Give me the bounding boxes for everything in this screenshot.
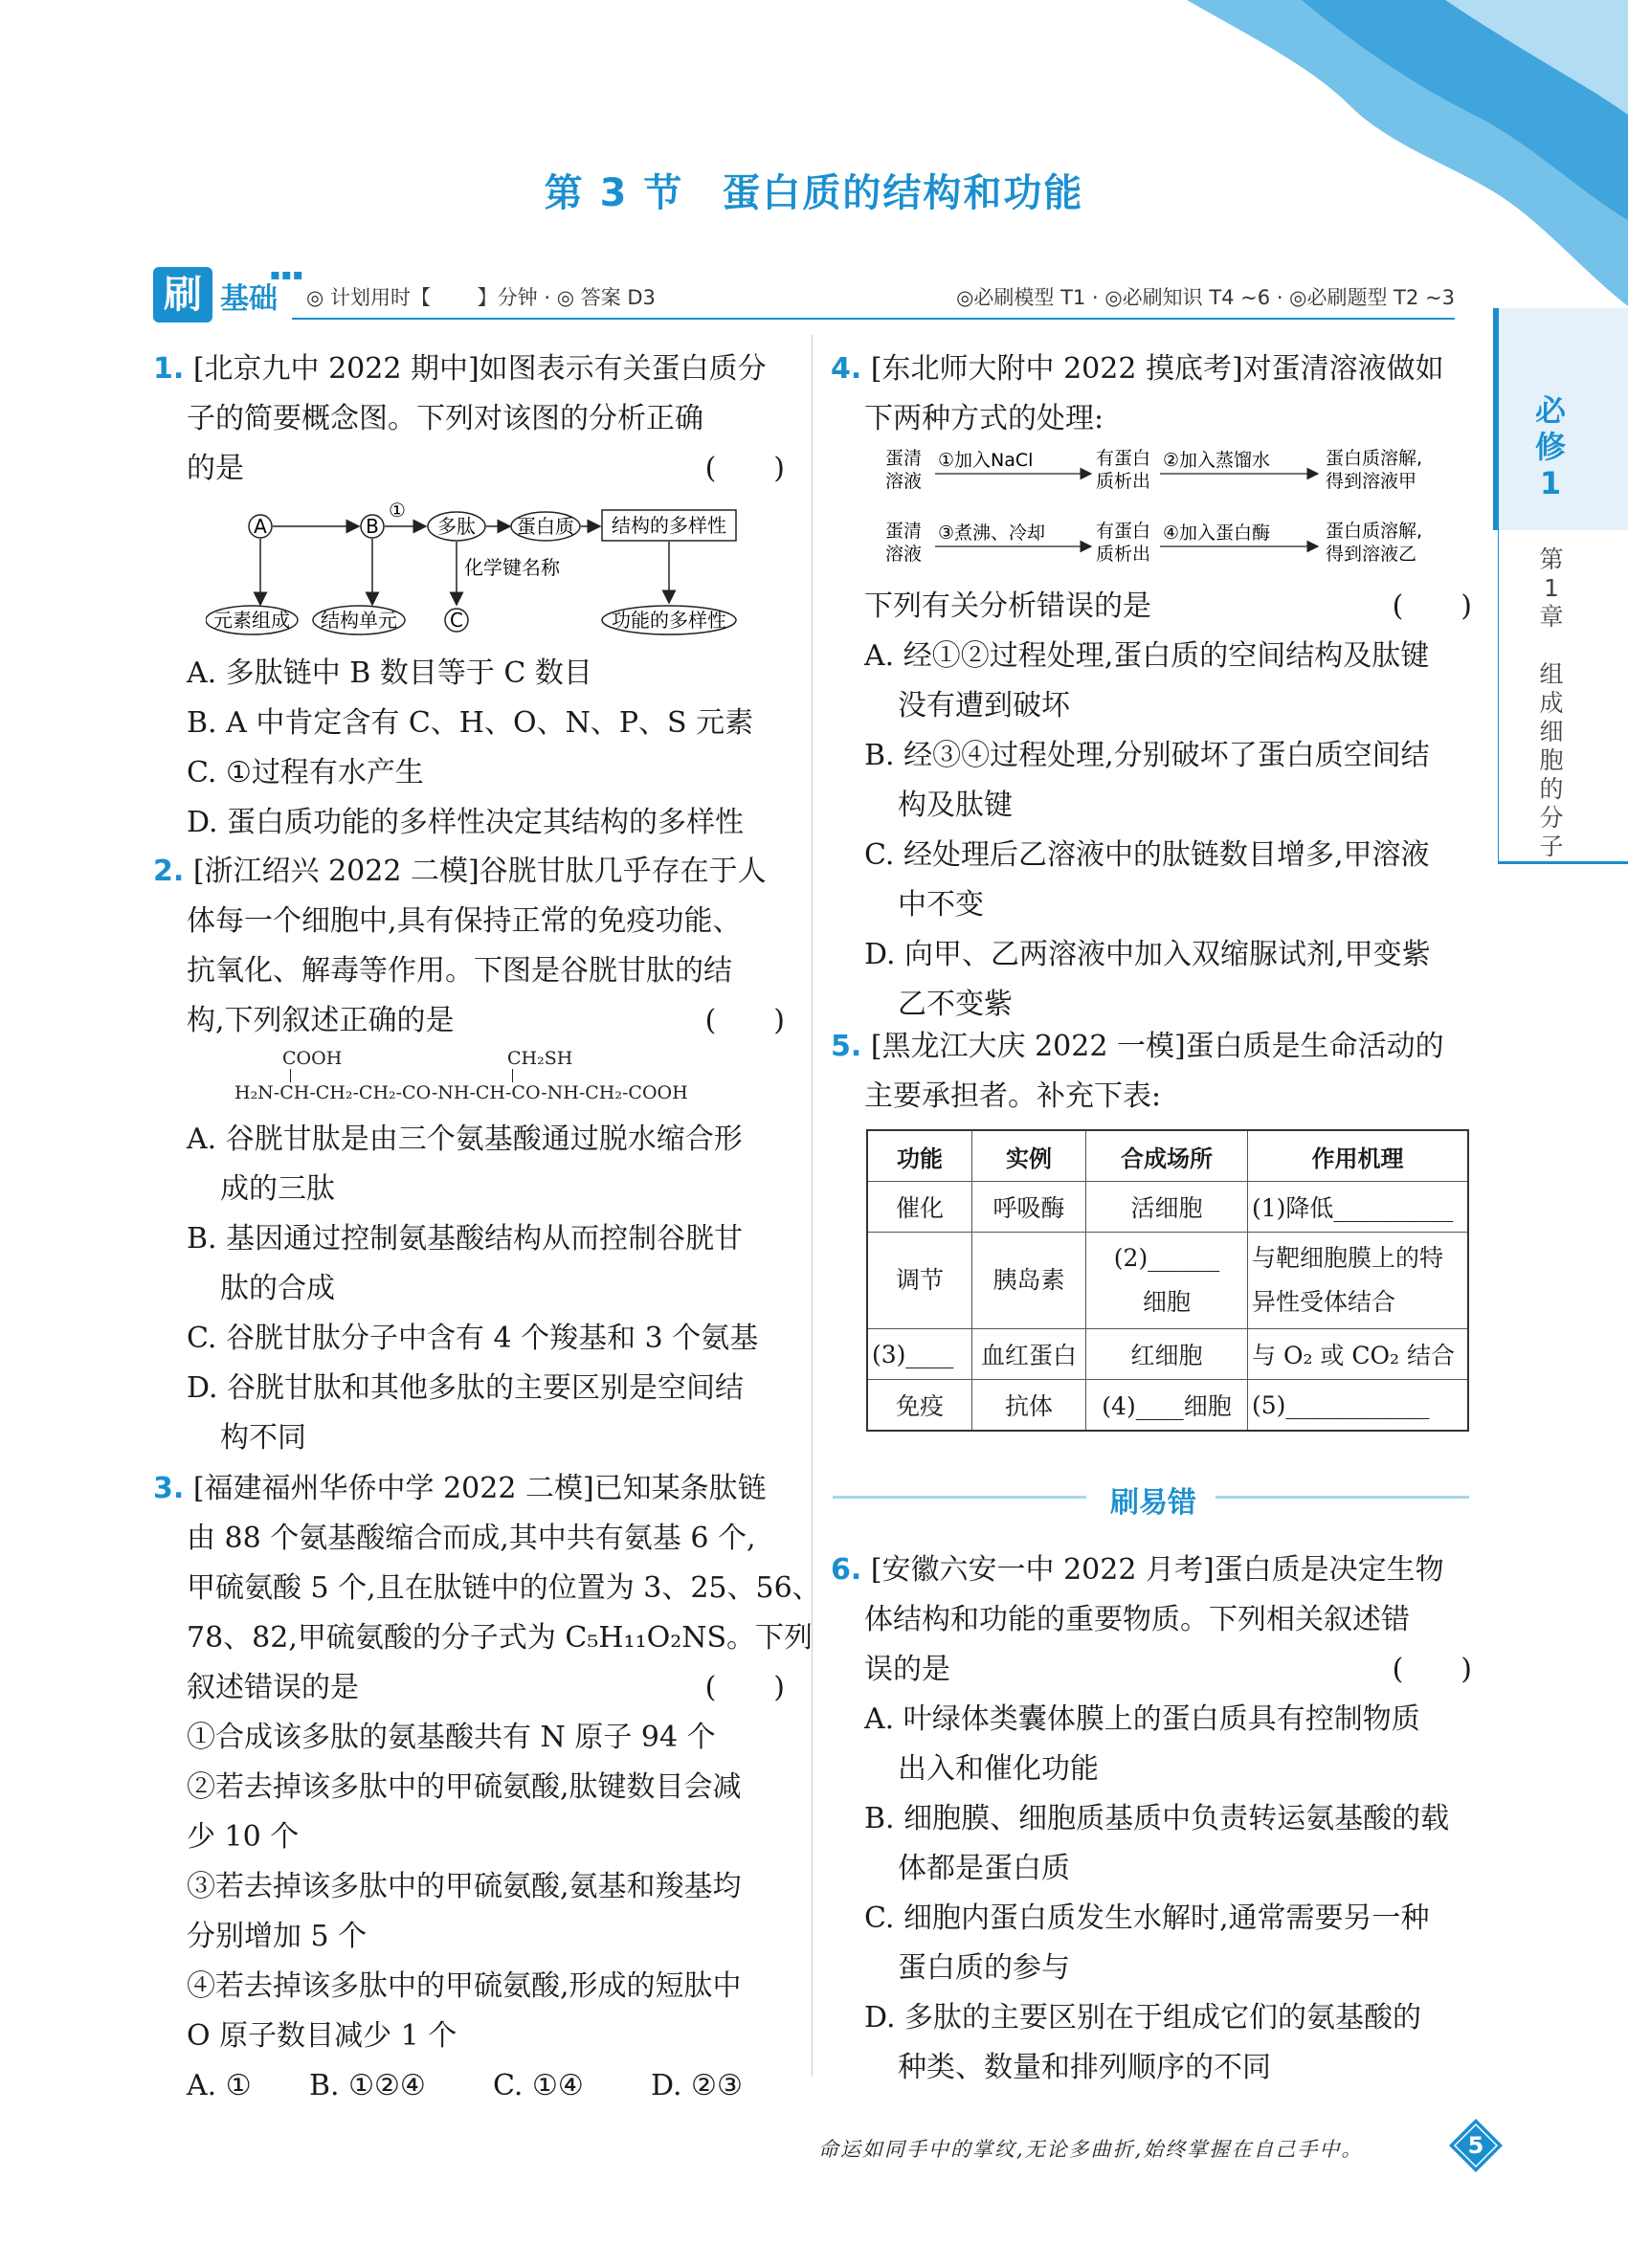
section-number: 第 3 节	[544, 171, 684, 215]
question-number: 4.	[831, 352, 862, 386]
svg-text:元素组成: 元素组成	[213, 609, 290, 632]
answer-parentheses: ( )	[1392, 589, 1472, 623]
table-row: (3)____ 血红蛋白 红细胞 与 O₂ 或 CO₂ 结合	[867, 1329, 1468, 1380]
svg-text:多肽: 多肽	[437, 515, 476, 538]
option-b[interactable]: B. A 中肯定含有 C、H、O、N、P、S 元素	[187, 706, 754, 740]
page-number: 5	[1467, 2132, 1484, 2159]
answer-parentheses: ( )	[704, 452, 785, 485]
svg-text:蛋白质溶解,: 蛋白质溶解,	[1326, 448, 1423, 469]
svg-text:蛋白质溶解,: 蛋白质溶解,	[1326, 521, 1423, 542]
error-prone-title: 刷易错	[1110, 1486, 1196, 1520]
question-number: 5.	[831, 1030, 862, 1063]
svg-text:④加入蛋白酶: ④加入蛋白酶	[1163, 523, 1271, 544]
question-2-options: A. 谷胱甘肽是由三个氨基酸通过脱水缩合形 成的三肽 B. 基因通过控制氨基酸结构从而控制谷胱甘 肽的合成 C. 谷胱甘肽分子中含有 4 个羧基和 3 个氨基 D. 谷胱甘肽和其他多肽的主要区别是空间结 构不同	[153, 1115, 785, 1463]
svg-text:蛋清: 蛋清	[885, 448, 923, 469]
svg-text:质析出: 质析出	[1096, 471, 1151, 492]
side-divider	[1498, 308, 1499, 863]
svg-text:结构单元: 结构单元	[321, 609, 397, 632]
side-chapter-label: 第 1 章 组 成 细 胞 的 分 子	[1539, 545, 1564, 860]
brush-logo: 刷	[153, 267, 212, 322]
blank-5[interactable]: (5)____________	[1248, 1380, 1469, 1432]
svg-text:溶液: 溶液	[885, 471, 923, 492]
svg-text:②加入蒸馏水: ②加入蒸馏水	[1163, 450, 1271, 471]
statement-4: ④若去掉该多肽中的甲硫氨酸,形成的短肽中	[187, 1969, 742, 2003]
statement-3: ③若去掉该多肽中的甲硫氨酸,氨基和羧基均	[187, 1870, 742, 1903]
basic-label: 基础	[220, 282, 278, 316]
question-4: 4. [东北师大附中 2022 摸底考]对蛋清溶液做如 下两种方式的处理:	[831, 352, 1444, 435]
svg-text:有蛋白: 有蛋白	[1096, 448, 1151, 469]
svg-text:①加入NaCl: ①加入NaCl	[938, 450, 1034, 471]
choice-d[interactable]: D. ②③	[651, 2069, 743, 2102]
table-row: 调节 胰岛素 (2)______ 细胞 与靶细胞膜上的特 异性受体结合	[867, 1233, 1468, 1329]
option-d[interactable]: D. 蛋白质功能的多样性决定其结构的多样性	[187, 806, 745, 839]
svg-text:蛋清: 蛋清	[885, 521, 923, 542]
svg-text:得到溶液乙: 得到溶液乙	[1326, 544, 1417, 565]
question-number: 6.	[831, 1553, 862, 1587]
option-c[interactable]: C. 细胞内蛋白质发生水解时,通常需要另一种	[864, 1901, 1430, 1935]
option-a[interactable]: A. 多肽链中 B 数目等于 C 数目	[187, 656, 592, 690]
option-b[interactable]: B. 经③④过程处理,分别破坏了蛋白质空间结	[864, 739, 1430, 772]
node-a-label: A	[254, 515, 267, 538]
question-6: 6. [安徽六安一中 2022 月考]蛋白质是决定生物 体结构和功能的重要物质。下列相关叙述错 误的是 ( ) A. 叶绿体类囊体膜上的蛋白质具有控制物质 出入和催化功能 B. 细胞膜、细胞质基质中负责转运氨基酸的载 体都是蛋白质 C. 细胞内蛋白质发生水解时,通常需要另一种 蛋白质的参与 D. 多肽的主要区别在于组成它们的氨基酸的 种类、数量和排列顺序的不同	[831, 1553, 1472, 2084]
table-row: 催化 呼吸酶 活细胞 (1)降低__________	[867, 1182, 1468, 1233]
choice-a[interactable]: A. ①	[187, 2069, 252, 2102]
answer-parentheses: ( )	[704, 1671, 785, 1704]
option-d[interactable]: D. 向甲、乙两溶液中加入双缩脲试剂,甲变紫	[864, 938, 1431, 971]
svg-text:有蛋白: 有蛋白	[1096, 521, 1151, 542]
question-number: 3.	[153, 1472, 185, 1505]
option-c[interactable]: C. 经处理后乙溶液中的肽链数目增多,甲溶液	[864, 838, 1430, 872]
svg-text:③煮沸、冷却: ③煮沸、冷却	[938, 523, 1046, 544]
section-title	[0, 163, 1628, 217]
option-d[interactable]: D. 谷胱甘肽和其他多肽的主要区别是空间结	[187, 1371, 745, 1405]
question-2: 2. [浙江绍兴 2022 二模]谷胱甘肽几乎存在于人 体每一个细胞中,具有保持正常的免疫功能、 抗氧化、解毒等作用。下图是谷胱甘肽的结 构,下列叙述正确的是 ( )	[153, 847, 785, 1046]
side-bottom-line	[1498, 861, 1628, 864]
question-number: 2.	[153, 855, 185, 888]
concept-map	[206, 498, 780, 641]
svg-text:功能的多样性: 功能的多样性	[612, 609, 726, 632]
table-header-row: 功能 实例 合成场所 作用机理	[867, 1130, 1468, 1182]
blank-3[interactable]: (3)____	[867, 1329, 972, 1380]
egg-white-process-diagram	[885, 445, 1479, 584]
dots-icon: ▪▪▪	[270, 265, 304, 283]
question-number: 1.	[153, 352, 185, 386]
option-c[interactable]: C. ①过程有水产生	[187, 756, 424, 789]
svg-text:C: C	[450, 609, 463, 632]
blank-1[interactable]: (1)降低__________	[1248, 1182, 1469, 1233]
footer-motto: 命运如同手中的掌纹,无论多曲折,始终掌握在自己手中。	[818, 2138, 1364, 2161]
statement-1: ①合成该多肽的氨基酸共有 N 原子 94 个	[187, 1721, 716, 1754]
option-d[interactable]: D. 多肽的主要区别在于组成它们的氨基酸的	[864, 2001, 1422, 2035]
question-1: 1. [北京九中 2022 期中]如图表示有关蛋白质分 子的简要概念图。下列对该图的分析正确 的是 ( )	[153, 345, 785, 494]
choice-b[interactable]: B. ①②④	[309, 2069, 426, 2102]
svg-text:溶液: 溶液	[885, 544, 923, 565]
plan-time-answer: ◎ 计划用时【 】分钟 · ◎ 答案 D3	[306, 286, 656, 309]
svg-text:蛋白质: 蛋白质	[517, 515, 574, 538]
header-underline	[292, 318, 1455, 320]
step-1-label: ①	[389, 499, 406, 522]
question-3: 3. [福建福州华侨中学 2022 二模]已知某条肽链 由 88 个氨基酸缩合而成,其中共有氨基 6 个, 甲硫氨酸 5 个,且在肽链中的位置为 3、25、56、 78、82,甲硫氨酸的分子式为 C₅H₁₁O₂NS。下列 叙述错误的是 ( ) ①合成该多肽的氨基酸共有 N 原子 94 个 ②若去掉该多肽中的甲硫氨酸,肽键数目会减 少 10 个 ③若去掉该多肽中的甲硫氨酸,氨基和羧基均 分别增加 5 个 ④若去掉该多肽中的甲硫氨酸,形成的短肽中 O 原子数目减少 1 个 A. ① B. ①②④ C. ①④ D. ②③	[153, 1464, 785, 2111]
table-row: 免疫 抗体 (4)____细胞 (5)____________	[867, 1380, 1468, 1432]
practice-header	[153, 265, 1455, 321]
statement-2: ②若去掉该多肽中的甲硫氨酸,肽键数目会减	[187, 1770, 742, 1804]
blank-4[interactable]: (4)____细胞	[1086, 1380, 1248, 1432]
practice-categories: ◎必刷模型 T1 · ◎必刷知识 T4 ~6 · ◎必刷题型 T2 ~3	[956, 286, 1455, 309]
answer-parentheses: ( )	[704, 1004, 785, 1037]
glutathione-structure-formula: COOH CH₂SH H₂N-CH-CH₂-CH₂-CO-NH-CH-CO-NH-CH₂-COOH	[234, 1048, 688, 1103]
side-book-label: 必 修 1	[1534, 392, 1566, 501]
option-b[interactable]: B. 基因通过控制氨基酸结构从而控制谷胱甘	[187, 1222, 744, 1256]
error-prone-divider	[833, 1479, 1474, 1520]
question-4-stem-options: 下列有关分析错误的是 ( ) A. 经①②过程处理,蛋白质的空间结构及肽键 没有遭到破坏 B. 经③④过程处理,分别破坏了蛋白质空间结 构及肽键 C. 经处理后乙溶液中的肽链数目增多,甲溶液 中不变 D. 向甲、乙两溶液中加入双缩脲试剂,甲变紫 乙不变紫	[831, 582, 1472, 1030]
node-b-label: B	[366, 515, 379, 538]
svg-text:结构的多样性: 结构的多样性	[612, 514, 726, 537]
question-1-options	[153, 649, 785, 848]
svg-text:化学键名称: 化学键名称	[464, 556, 560, 579]
protein-function-table	[866, 1129, 1469, 1432]
decorative-brush-stroke	[1129, 0, 1628, 306]
option-a[interactable]: A. 谷胱甘肽是由三个氨基酸通过脱水缩合形	[187, 1123, 743, 1156]
section-name: 蛋白质的结构和功能	[722, 171, 1084, 215]
option-b[interactable]: B. 细胞膜、细胞质基质中负责转运氨基酸的载	[864, 1802, 1450, 1835]
choice-c[interactable]: C. ①④	[493, 2069, 584, 2102]
svg-text:质析出: 质析出	[1096, 544, 1151, 565]
option-c[interactable]: C. 谷胱甘肽分子中含有 4 个羧基和 3 个氨基	[187, 1322, 759, 1355]
option-a[interactable]: A. 叶绿体类囊体膜上的蛋白质具有控制物质	[864, 1702, 1420, 1736]
option-a[interactable]: A. 经①②过程处理,蛋白质的空间结构及肽键	[864, 639, 1430, 673]
blank-2[interactable]: (2)______	[1113, 1244, 1220, 1272]
answer-parentheses: ( )	[1392, 1653, 1472, 1686]
question-5: 5. [黑龙江大庆 2022 一模]蛋白质是生命活动的 主要承担者。补充下表:	[831, 1030, 1444, 1113]
svg-text:得到溶液甲: 得到溶液甲	[1326, 471, 1417, 492]
column-divider	[812, 335, 813, 2077]
